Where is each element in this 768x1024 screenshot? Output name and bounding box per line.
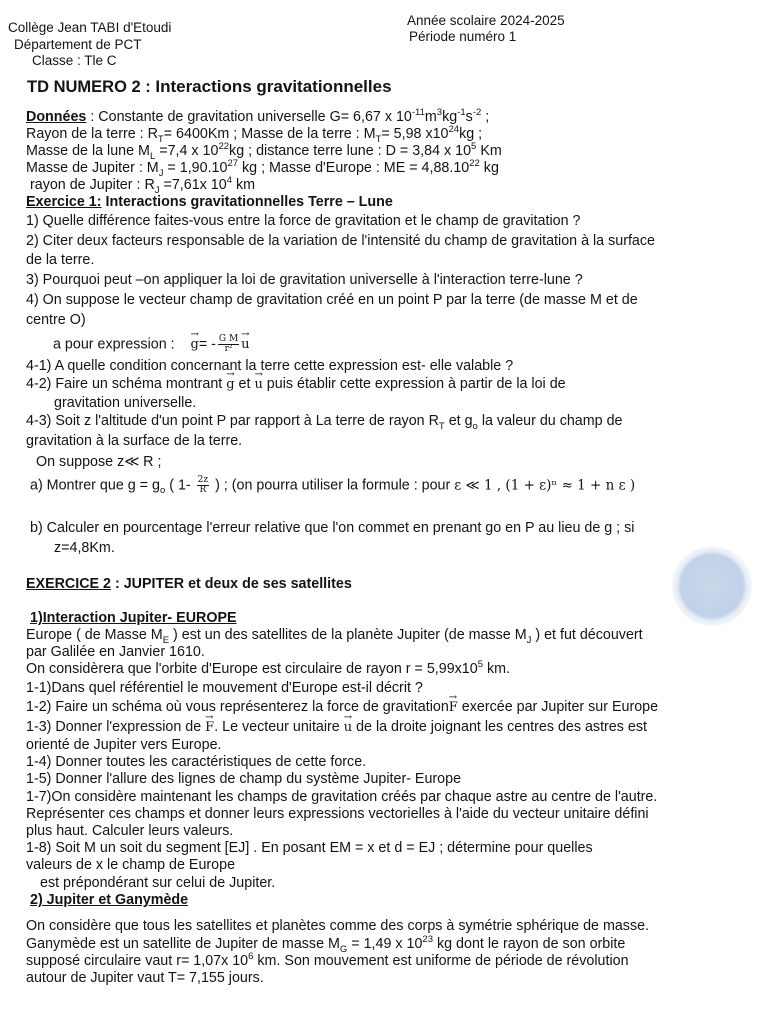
text: = - bbox=[198, 336, 216, 353]
text: km bbox=[231, 177, 256, 193]
text: m bbox=[424, 109, 437, 125]
text: kg ; bbox=[459, 126, 483, 142]
ex2-q1-3-line1 bbox=[26, 719, 647, 736]
ex2-p2: par Galilée en Janvier 1610. bbox=[26, 644, 205, 660]
text: = 1,49 x 10 bbox=[347, 936, 423, 952]
text: kg ; Masse d'Europe : ME = 4,88.10 bbox=[238, 160, 470, 176]
exercise-1-heading bbox=[26, 194, 393, 211]
title-prefix: TD NUMERO 2 : bbox=[27, 78, 156, 96]
ex2-g4: autour de Jupiter vaut T= 7,155 jours. bbox=[26, 970, 264, 986]
text: de la droite joignant les centres des astres est bbox=[352, 719, 647, 735]
gm-over-r2-fraction bbox=[218, 335, 239, 354]
subscript: o bbox=[159, 485, 166, 497]
2z-over-r-fraction bbox=[197, 476, 209, 495]
data-line-3 bbox=[26, 143, 502, 160]
g-vector: → g bbox=[226, 376, 234, 393]
text: kg bbox=[442, 109, 458, 125]
text: On considèrera que l'orbite d'Europe est circulaire de rayon r = 5,99x10 bbox=[26, 661, 478, 677]
u-vector: → u bbox=[344, 719, 352, 736]
title-subject: Interactions gravitationnelles bbox=[155, 77, 392, 96]
ex2-q1-7-line3: plus haut. Calculer leurs valeurs. bbox=[26, 823, 234, 839]
ex2-g3 bbox=[26, 953, 629, 970]
exponent: 22 bbox=[469, 158, 480, 170]
decorative-circle bbox=[672, 546, 752, 626]
data-line-4 bbox=[26, 160, 499, 177]
ex1-hypothesis: On suppose z≪ R ; bbox=[36, 454, 162, 470]
text: a) Montrer que g = g bbox=[30, 477, 160, 494]
text: =7,4 x 10 bbox=[155, 143, 219, 159]
text: ) et fut découvert bbox=[531, 627, 643, 643]
subscript: J bbox=[158, 167, 164, 179]
text: a pour expression : bbox=[53, 336, 175, 353]
text: . Le vecteur unitaire bbox=[214, 719, 344, 735]
ex1-qb-line2: z=4,8Km. bbox=[54, 540, 115, 556]
subscript: L bbox=[149, 150, 156, 162]
ex2-q1-8-line3: est prépondérant sur celui de Jupiter. bbox=[40, 875, 276, 891]
g-vector: → g bbox=[190, 336, 198, 353]
exponent: 23 bbox=[422, 934, 433, 946]
class-level: Classe : Tle C bbox=[32, 53, 117, 68]
ex1-q3: 3) Pourquoi peut –on appliquer la loi de gravitation universelle à l'interaction terre-lune ? bbox=[26, 272, 583, 288]
exponent: -2 bbox=[472, 107, 482, 119]
ex1-qa bbox=[30, 476, 635, 495]
text: kg bbox=[479, 160, 499, 176]
part2-title: 2) Jupiter et Ganymède bbox=[30, 892, 189, 908]
ex2-q1-7-line1: 1-7)On considère maintenant les champs de gravitation créés par chaque astre au centre de l'autre. bbox=[26, 789, 658, 805]
text: kg ; distance terre lune : D = 3,84 x 10 bbox=[229, 143, 472, 159]
exercise-1-title: Interactions gravitationnelles Terre – Lune bbox=[101, 194, 393, 210]
text: supposé circulaire vaut r= 1,07x 10 bbox=[26, 953, 249, 969]
exercise-1-label: Exercice 1: bbox=[26, 194, 102, 210]
f-vector: → F bbox=[205, 719, 214, 736]
text: Masse de la lune M bbox=[26, 143, 150, 159]
exponent: -11 bbox=[411, 107, 425, 119]
page-title bbox=[27, 77, 392, 97]
text: Masse de Jupiter : M bbox=[26, 160, 159, 176]
ex2-q1-2 bbox=[26, 699, 658, 716]
text: ; bbox=[481, 109, 490, 125]
ex1-q4-3-line2: gravitation à la surface de la terre. bbox=[26, 433, 243, 449]
ex2-q1-8-line2: valeurs de x le champ de Europe bbox=[26, 857, 236, 873]
ex1-q2-line1: 2) Citer deux facteurs responsable de la variation de l'intensité du champ de gravitation à la surface bbox=[26, 233, 655, 249]
text: = 1,90.10 bbox=[163, 160, 228, 176]
data-line-2 bbox=[26, 126, 482, 143]
ex1-q4-line2: centre O) bbox=[26, 312, 86, 328]
exponent: 5 bbox=[471, 141, 477, 153]
ex1-q4-line1: 4) On suppose le vecteur champ de gravitation créé en un point P par la terre (de masse M et de bbox=[26, 292, 638, 308]
text: ) est un des satellites de la planète Jupiter (de masse M bbox=[169, 627, 527, 643]
u-vector: → u bbox=[254, 376, 262, 393]
text: exercée par Jupiter sur Europe bbox=[457, 699, 659, 715]
text: Km bbox=[476, 143, 502, 159]
ex2-q1-1: 1-1)Dans quel référentiel le mouvement d'Europe est-il décrit ? bbox=[26, 680, 423, 696]
ex1-q2-line2: de la terre. bbox=[26, 252, 95, 268]
subscript: o bbox=[472, 420, 478, 432]
ex2-part1-heading bbox=[30, 610, 237, 627]
fraction-denominator: R bbox=[199, 485, 207, 495]
text: =7,61x 10 bbox=[159, 177, 227, 193]
ex1-q1: 1) Quelle différence faites-vous entre la force de gravitation et le champ de gravitation ? bbox=[26, 213, 581, 229]
ex2-q1-7-line2: Représenter ces champs et donner leurs expressions vectorielles à l'aide du vecteur unitaire défini bbox=[26, 806, 649, 822]
text: km. Son mouvement est uniforme de période de révolution bbox=[253, 953, 629, 969]
exercise-2-title: : JUPITER et deux de ses satellites bbox=[111, 576, 352, 592]
ex2-q1-8-line1: 1-8) Soit M un soit du segment [EJ] . En posant EM = x et d = EJ ; détermine pour quelles bbox=[26, 840, 593, 856]
exercise-2-label: EXERCICE 2 bbox=[26, 576, 112, 592]
text: 1-3) Donner l'expression de bbox=[26, 719, 206, 735]
approximation-formula: ε ≪ 1 , (1 + ε)ⁿ ≈ 1 + n ε ) bbox=[454, 477, 636, 494]
department: Département de PCT bbox=[14, 37, 142, 52]
subscript: T bbox=[375, 133, 382, 145]
u-vector: → u bbox=[241, 336, 249, 353]
text: la valeur du champ de bbox=[477, 413, 623, 429]
text: et bbox=[234, 376, 255, 392]
exponent: 6 bbox=[248, 951, 254, 963]
subscript: E bbox=[162, 634, 170, 646]
ex2-q1-5: 1-5) Donner l'allure des lignes de champ du système Jupiter- Europe bbox=[26, 771, 462, 787]
text: 1-2) Faire un schéma où vous représenterez la force de gravitation bbox=[26, 699, 449, 715]
ex1-q4-expression bbox=[53, 335, 250, 354]
ex2-g1: On considère que tous les satellites et planètes comme des corps à symétrie sphérique de masse. bbox=[26, 918, 650, 934]
text: Ganymède est un satellite de Jupiter de masse M bbox=[26, 936, 340, 952]
text: ( 1- bbox=[165, 477, 195, 494]
text: = 6400Km ; Masse de la terre : M bbox=[163, 126, 376, 142]
ex1-q4-2-line2: gravitation universelle. bbox=[54, 395, 197, 411]
exponent: -1 bbox=[457, 107, 466, 119]
text: Rayon de la terre : R bbox=[26, 126, 158, 142]
text: = 5,98 x10 bbox=[381, 126, 449, 142]
ex1-qb-line1: b) Calculer en pourcentage l'erreur relative que l'on commet en prenant go en P au lieu de g ; si bbox=[30, 520, 635, 536]
ex2-q1-3-line2: orienté de Jupiter vers Europe. bbox=[26, 737, 222, 753]
text: puis établir cette expression à partir de la loi de bbox=[262, 376, 566, 392]
exponent: 22 bbox=[218, 141, 230, 153]
text: : Constante de gravitation universelle G= 6,67 x 10 bbox=[86, 109, 412, 125]
ex2-p3 bbox=[26, 661, 510, 678]
ex1-q4-1: 4-1) A quelle condition concernant la terre cette expression est- elle valable ? bbox=[26, 358, 514, 374]
text: s bbox=[465, 109, 473, 125]
data-label: Données bbox=[26, 109, 87, 125]
exponent: 5 bbox=[477, 659, 483, 671]
subscript: J bbox=[526, 634, 532, 646]
fraction-numerator: G M bbox=[218, 334, 239, 344]
subscript: T bbox=[157, 133, 164, 145]
subscript: G bbox=[339, 943, 348, 955]
exponent: 3 bbox=[436, 107, 443, 119]
school-year: Année scolaire 2024-2025 bbox=[407, 13, 565, 28]
text: et g bbox=[444, 413, 473, 429]
text: ) ; (on pourra utiliser la formule : pour bbox=[211, 477, 455, 494]
subscript: T bbox=[438, 420, 445, 432]
text: Europe ( de Masse M bbox=[26, 627, 163, 643]
data-line-1 bbox=[26, 109, 489, 126]
ex2-p1 bbox=[26, 627, 643, 644]
text: rayon de Jupiter : R bbox=[30, 177, 155, 193]
subscript: J bbox=[154, 184, 160, 196]
ex2-part2-heading bbox=[30, 892, 188, 909]
text: 4-3) Soit z l'altitude d'un point P par rapport à La terre de rayon R bbox=[26, 413, 439, 429]
exponent: 4 bbox=[226, 175, 232, 187]
text: kg dont le rayon de son orbite bbox=[433, 936, 626, 952]
exponent: 24 bbox=[448, 124, 460, 136]
fraction-numerator: 2z bbox=[197, 475, 209, 485]
ex1-q4-3-line1 bbox=[26, 413, 623, 430]
text: 4-2) Faire un schéma montrant bbox=[26, 376, 227, 392]
ex2-q1-4: 1-4) Donner toutes les caractéristiques de cette force. bbox=[26, 754, 367, 770]
ex2-g2 bbox=[26, 936, 625, 953]
exercise-2-heading bbox=[26, 576, 352, 593]
text: km. bbox=[483, 661, 511, 677]
ex1-q4-2-line1 bbox=[26, 376, 566, 393]
fraction-denominator: r² bbox=[224, 344, 233, 354]
part1-title: 1)Interaction Jupiter- EUROPE bbox=[30, 610, 237, 626]
exponent: 27 bbox=[227, 158, 239, 170]
data-line-5 bbox=[30, 177, 255, 194]
f-vector: → F bbox=[449, 699, 458, 716]
period-number: Période numéro 1 bbox=[409, 29, 517, 44]
school-name: Collège Jean TABI d'Etoudi bbox=[8, 20, 172, 35]
